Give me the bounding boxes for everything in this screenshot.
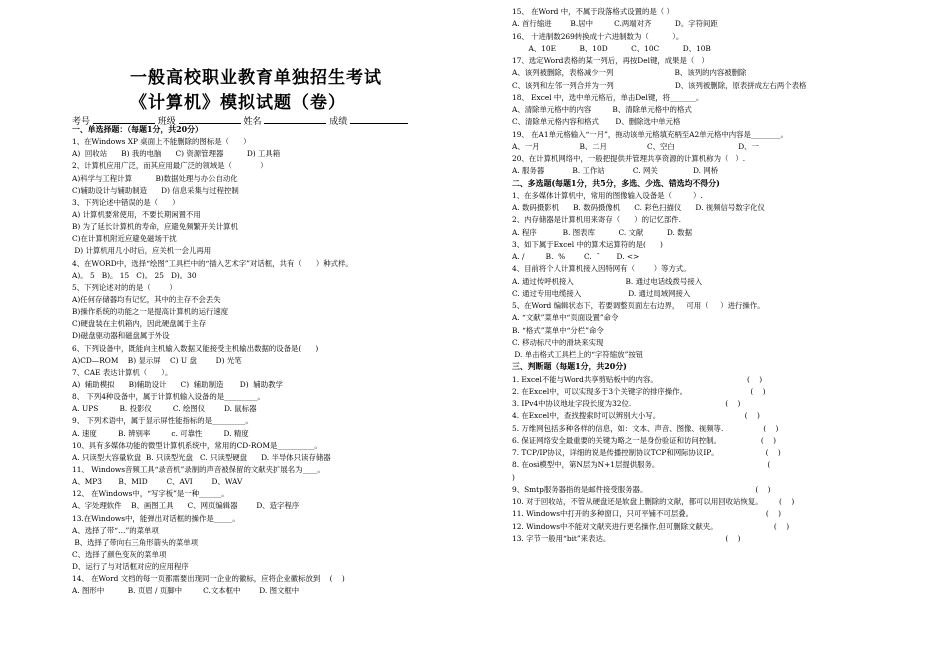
- question-line: 19、 在A1单元格输入“一月”，拖动该单元格填充柄至A2单元格中内容是________。: [512, 129, 788, 139]
- question-line: A)科学与工程计算 B)数据处理与办公自动化: [72, 173, 238, 183]
- question-line: 6. 保证网络安全最重要的关键为略之一是身份验证和访问控制。 ( ): [512, 435, 777, 445]
- question-line: 10. 对于回收站，不管从硬盘还是软盘上删除的文献，都可以用回收站恢复。 ( ): [512, 497, 795, 506]
- question-line: D、运行了与对话框对应的应用程序: [72, 562, 189, 572]
- field-label-score: 成绩: [329, 117, 348, 127]
- question-line: 1. Excel不能与Word共享剪贴板中的内容。 ( ): [512, 374, 763, 384]
- question-line: B) 为了延长计算机的寿命，应避免频繁开关计算机: [72, 222, 238, 232]
- question-line: B. “格式”菜单中“分栏”命令: [512, 325, 604, 335]
- question-line: 3、如下属于Excel 中的算术运算符的是( ): [512, 239, 663, 249]
- question-line: 11、 Windows音频工具“录音机”录制的声音被保留的文献夹扩展名为____。: [72, 464, 325, 474]
- question-line: B、选择了带向右三角形箭头的菜单项: [72, 537, 199, 547]
- question-line: B)操作系统的功能之一是提高计算机的运行速度: [72, 307, 229, 317]
- question-line: 2. 在Excel中，可以实现多于3个关键字的排序操作。 ( ): [512, 386, 766, 396]
- exam-title: 一般高校职业教育单独招生考试: [130, 68, 382, 88]
- question-line: 20、在计算机网络中，一般把提供并管理共享资源的计算机称为（ ）.: [512, 154, 746, 163]
- question-line: A. UPS B. 投影仪 C. 绘图仪 D. 鼠标器: [72, 404, 257, 414]
- field-label-name: 姓名: [243, 117, 262, 127]
- question-line: 4、在WORD中，选择“绘图”工具栏中的“插入艺术字”对话框，共有（ ）种式样。: [72, 258, 353, 268]
- left-question-list: [72, 124, 353, 597]
- question-line: A、清除单元格中的内容 B、清除单元格中的格式: [512, 105, 692, 114]
- question-line: 10、具有多媒体功能的微型计算机系统中，常用的CD-ROM是__________。: [72, 440, 322, 450]
- question-line: C. 移动标尺中的滑块来实现: [512, 337, 604, 347]
- question-line: 一、单选择题：（每题1分，共20分）: [72, 125, 203, 134]
- question-line: 6、下列设备中，既能向主机输入数据又能接受主机输出数据的设备是( ): [72, 343, 319, 353]
- name-blank: [264, 115, 326, 124]
- question-line: ): [512, 472, 515, 482]
- question-line: 18、 Excel 中，选中单元格后，单击Del键，将_______。: [512, 92, 704, 102]
- question-line: A. 速度 B. 辨别率 c. 可靠性 D. 精度: [72, 428, 249, 438]
- question-line: C. 通过专用电缆接入 D. 通过局域网接入: [512, 288, 691, 298]
- question-line: A. 数码摄影机 B. 数码摄像机 C. 彩色扫描仪 D. 视频信号数字化仪: [512, 203, 765, 212]
- question-line: 13.在Windows中，能弹出对话框的操作是_____。: [72, 513, 240, 523]
- question-line: 2、计算机应用广泛，而其应用最广泛的领域是（ ）: [72, 161, 268, 171]
- question-line: D. 单击格式工具栏上的“字符缩放”按钮: [512, 350, 644, 359]
- question-line: A. 服务器 B. 工作站 C. 网关 D. 网桥: [512, 166, 719, 176]
- question-line: 15、 在Word 中，不属于段落格式设置的是（ ）: [512, 7, 674, 16]
- question-line: 7. TCP/IP协议，详细的说是传播控制协议TCP和网际协议IP。 ( ): [512, 448, 781, 457]
- question-line: 17、选定Word表格的某一列后，再按Del键，成果是（ ）: [512, 56, 709, 65]
- exam-number-blank: [93, 115, 155, 124]
- question-line: A. 只读型大容量软盘 B. 只读型光盘 C. 只读型硬盘 D. 半导体只读存储器: [72, 452, 331, 462]
- question-line: 1、在多媒体计算机中，常用的图像输入设备是（ ）.: [512, 190, 703, 200]
- question-line: 5、在Word 编辑状态下，若要调整页面左右边界， 可用（ ）进行操作。: [512, 301, 765, 310]
- question-line: 11. Windows中打开的多种窗口，只可平铺不可层叠。 ( ): [512, 509, 782, 519]
- question-line: 3. IPv4中协议地址字段长度为32位. ( ): [512, 399, 741, 408]
- question-line: 13. 字节一般用“bit”来表达。 ( ): [512, 533, 741, 543]
- question-line: A. 通过传呼机接入 B. 通过电话线拨号接入: [512, 276, 703, 286]
- field-label-class: 班级: [157, 117, 176, 127]
- question-line: 9、 下列术语中，属于显示屏性能指标的是_________。: [72, 416, 253, 426]
- question-line: A、MP3 B、MID C、AVI D、WAV: [72, 477, 243, 487]
- question-line: C、清除单元格内容和格式 D、删除选中单元格: [512, 117, 681, 127]
- question-line: A. / B. % C. ¯ D. <>: [512, 252, 640, 261]
- question-line: D) 计算机用几小时后，应关机一会儿再用: [72, 246, 212, 256]
- question-line: A. “文献”菜单中“页面设置”命令: [512, 313, 619, 323]
- question-line: A)。 5 B)。 15 C)。 25 D)。30: [72, 270, 197, 280]
- question-line: 12. Windows中不能对文献夹进行更名操作,但可删除文献夹。 ( ): [512, 521, 790, 531]
- field-label-exam-number: 考号: [72, 117, 91, 127]
- question-line: A) 回收站 B) 我的电脑 C) 资源管理器 D) 工具箱: [72, 149, 281, 159]
- question-line: A、字处理软件 B、画图工具 C、网页编辑器 D、造字程序: [72, 501, 300, 511]
- question-line: A、10E B、10D C、10C D、10B: [512, 43, 711, 53]
- question-line: A. 图形中 B. 页眉 / 页脚中 C.文本框中 D. 图文框中: [72, 586, 300, 596]
- question-line: 9、Smtp服务器指的是邮件接受服务器。 ( ): [512, 484, 771, 494]
- question-line: A、一月 B、二月 C、空白 D、一: [512, 141, 759, 151]
- question-line: 12、 在Windows中，“写字板”是一种______。: [72, 489, 229, 499]
- question-line: C)在计算机附近应避免磁场干扰: [72, 234, 177, 244]
- question-line: A)任何存储器均有记忆，其中的主存不会丢失: [72, 294, 221, 304]
- question-line: C、该列和左邻一列合并为一列 D、该列被删除，原表拼成左右两个表格: [512, 80, 807, 90]
- question-line: A)CD—ROM B) 显示屏 C) U 盘 D) 光笔: [72, 355, 242, 365]
- question-line: 5. 万维网包括多种各样的信息，如：文本、声音、图像、视频等. ( ): [512, 423, 779, 433]
- question-line: 16、 十进制数269转换成十六进制数为（ ）。: [512, 31, 684, 41]
- question-line: D)磁盘驱动器和磁盘属于外设: [72, 331, 170, 341]
- right-question-list: [512, 6, 806, 545]
- question-line: A) 计算机要常使用，不要长期闲置不用: [72, 209, 201, 219]
- question-line: A. 首行缩进 B.居中 C.两端对齐 D。字符间距: [512, 19, 718, 29]
- question-line: 14、 在Word 文档的每一页都需要出现同一企业的徽标，应将企业徽标放到 ( ): [72, 574, 345, 584]
- question-line: 3、下列论述中错误的是（ ）: [72, 197, 180, 207]
- question-line: 4. 在Excel中，查找搜索时可以辨别大小写。 ( ): [512, 411, 760, 421]
- question-line: 2、内存储器是计算机用来寄存（ ）的记忆部件.: [512, 215, 681, 225]
- question-line: 8. 在osi模型中，第N层为N+1层提供服务。 (: [512, 460, 771, 470]
- score-blank: [350, 115, 408, 124]
- question-line: C、选择了颜色变灰的菜单项: [72, 549, 167, 559]
- question-line: A、选择了带“…”的菜单项: [72, 525, 159, 535]
- question-line: 4、目前将个人计算机接入因特网有（ ）等方式。: [512, 264, 691, 274]
- exam-subtitle: 《计算机》模拟试题（卷）: [130, 93, 346, 113]
- question-line: 二、多选题(每题1分，共5分，多选、少选、错选均不得分): [512, 178, 720, 188]
- question-line: A) 辅助模拟 B)辅助设计 C) 辅助制造 D) 辅助教学: [72, 379, 283, 389]
- class-blank: [179, 115, 241, 124]
- question-line: 7、CAE 表达计算机（ ）。: [72, 367, 173, 377]
- question-line: 1、在Windows XP 桌面上不能删除的图标是（ ）: [72, 137, 251, 147]
- question-line: 8、 下列4种设备中，属于计算机输入设备的是_________。: [72, 392, 265, 402]
- question-line: 5、下列论述对的的是（ ）: [72, 282, 177, 292]
- question-line: 三、判断题（每题1分，共20分): [512, 362, 627, 372]
- question-line: A. 程序 B. 图表库 C. 文献 D. 数据: [512, 227, 692, 237]
- question-line: A、该列被删除，表格减少一列 B、该列的内容被删除: [512, 68, 747, 78]
- question-line: C)辅助设计与辅助制造 D) 信息采集与过程控制: [72, 185, 239, 195]
- question-line: C)硬盘装在主机箱内，因此硬盘属于主存: [72, 319, 207, 329]
